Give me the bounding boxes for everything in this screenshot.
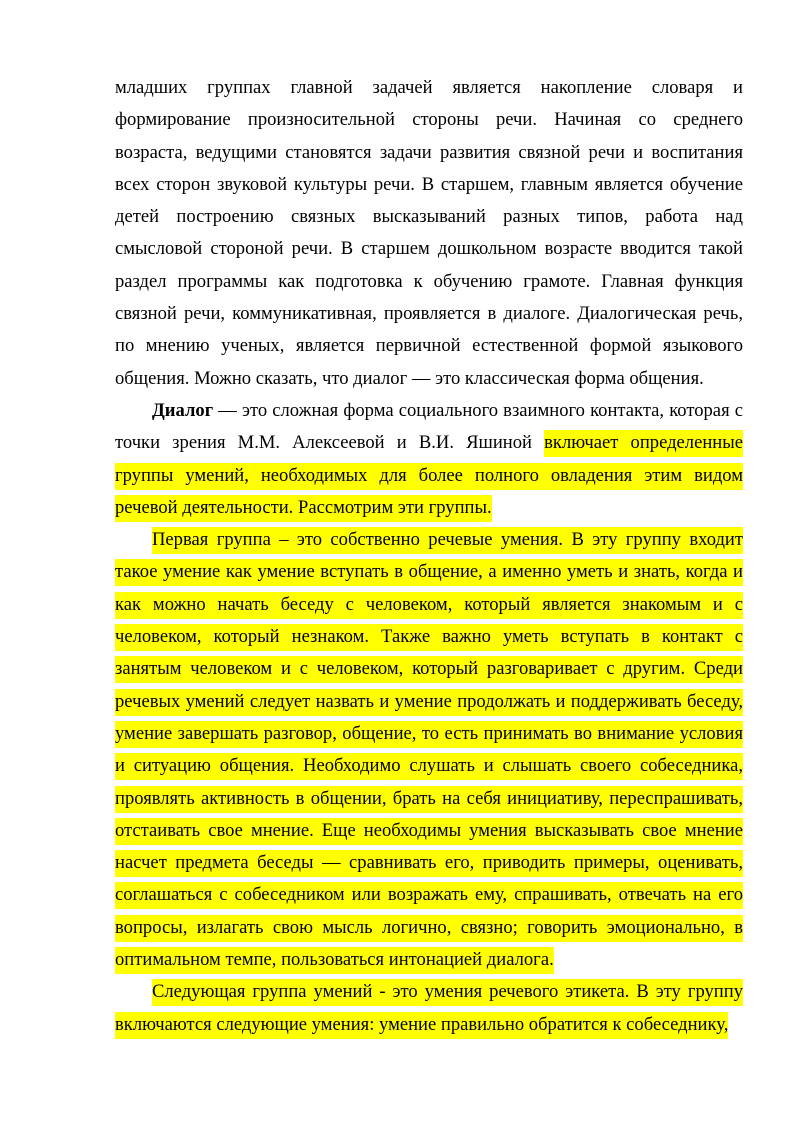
paragraph-second-group: [115, 976, 743, 1041]
paragraph-intro-text: младших группах главной задачей является накопление словаря и формирование произносительной стороны речи. Начиная со среднего возраста, ведущими становятся задачи развития связной речи и воспитания всех сторон звуковой культуры речи. В старшем, главным является обучение детей построению связных высказываний разных типов, работа над смысловой стороной речи. В старшем дошкольном возрасте вводится такой раздел программы как подготовка к обучению грамоте. Главная функция связной речи, коммуникативная, проявляется в диалоге. Диалогическая речь, по мнению ученых, является первичной естественной формой языкового общения. Можно сказать, что диалог — это классическая форма общения.: [115, 77, 743, 389]
paragraph-first-group: [115, 524, 743, 976]
paragraph-intro: [115, 72, 743, 395]
dialog-definition-text: — это сложная форма социального взаимного контакта, которая с точки зрения М.М. Алексеевой и В.И. Яшиной: [115, 399, 743, 454]
document-body: [115, 72, 743, 1041]
dialog-term: Диалог: [152, 399, 214, 421]
second-group-highlight: Следующая группа умений - это умения речевого этикета. В эту группу включаются следующие умения: умение правильно обратится к собеседнику,: [115, 979, 743, 1038]
dialog-definition-highlight: включает определенные группы умений, необходимых для более полного овладения этим видом речевой деятельности. Рассмотрим эти группы.: [115, 430, 743, 522]
paragraph-dialog-definition: [115, 395, 743, 524]
first-group-highlight: Первая группа – это собственно речевые умения. В эту группу входит такое умение как умение вступать в общение, а именно уметь и знать, когда и как можно начать беседу с человеком, который является знакомым и с человеком, который незнаком. Также важно уметь вступать в контакт с занятым человеком и с человеком, который разговаривает с другим. Среди речевых умений следует назвать и умение продолжать и поддерживать беседу, умение завершать разговор, общение, то есть принимать во внимание условия и ситуацию общения. Необходимо слушать и слышать своего собеседника, проявлять активность в общении, брать на себя инициативу, переспрашивать, отстаивать свое мнение. Еще необходимы умения высказывать свое мнение насчет предмета беседы — сравнивать его, приводить примеры, оценивать, соглашаться с собеседником или возражать ему, спрашивать, отвечать на его вопросы, излагать свою мысль логично, связно; говорить эмоционально, в оптимальном темпе, пользоваться интонацией диалога.: [115, 527, 743, 974]
